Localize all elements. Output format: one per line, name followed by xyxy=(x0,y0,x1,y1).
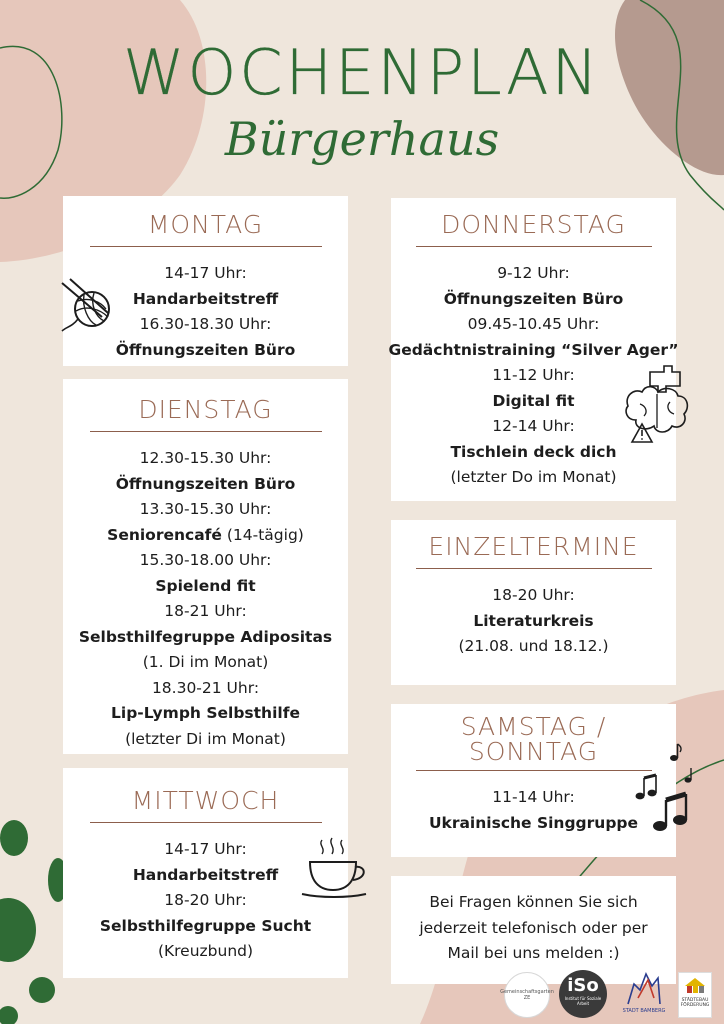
mittwoch-time-2: 18-20 Uhr: xyxy=(164,891,247,909)
dienstag-event-2-note: (14-tägig) xyxy=(221,525,304,544)
coffee-cup-icon xyxy=(300,836,372,900)
wochenende-time-1: 11-14 Uhr: xyxy=(492,788,575,806)
brain-puzzle-icon xyxy=(622,362,692,444)
dienstag-event-2-row xyxy=(63,523,348,549)
logo-1-text: Gemeinschaftsgarten ZE xyxy=(500,989,554,1001)
dienstag-note-5: (letzter Di im Monat) xyxy=(125,729,286,748)
logo-staedtebau xyxy=(678,972,712,1018)
montag-time-2: 16.30-18.30 Uhr: xyxy=(139,315,272,333)
divider xyxy=(416,770,652,771)
logo-2-sub: Institut für Soziale Arbeit xyxy=(564,996,602,1006)
donnerstag-event-3: Digital fit xyxy=(492,391,575,410)
page-subtitle: Bürgerhaus xyxy=(224,112,500,166)
heading-mittwoch: MITTWOCH xyxy=(131,786,280,815)
donnerstag-event-2: Gedächtnistraining “Silver Ager” xyxy=(388,340,679,359)
green-blob-3 xyxy=(0,898,36,962)
info-line-1: Bei Fragen können Sie sich xyxy=(429,893,638,911)
card-donnerstag xyxy=(388,198,679,501)
yarn-ball-icon xyxy=(58,277,120,337)
green-blob-5 xyxy=(0,1006,18,1024)
dienstag-event-2: Seniorencafé xyxy=(107,525,222,544)
dienstag-event-3: Spielend fit xyxy=(155,576,256,595)
card-dienstag xyxy=(63,379,348,754)
donnerstag-time-4: 12-14 Uhr: xyxy=(492,417,575,435)
donnerstag-event-1: Öffnungszeiten Büro xyxy=(443,289,624,308)
logo-3-text: STADT BAMBERG xyxy=(622,1008,666,1014)
logo-iso xyxy=(559,970,607,1018)
donnerstag-time-1: 9-12 Uhr: xyxy=(497,264,570,282)
dienstag-time-4: 18-21 Uhr: xyxy=(164,602,247,620)
divider xyxy=(90,822,322,823)
logo-stadt-bamberg xyxy=(618,968,670,1018)
heading-donnerstag: DONNERSTAG xyxy=(441,210,626,239)
divider xyxy=(90,246,322,247)
divider xyxy=(90,431,322,432)
wochenende-event-1: Ukrainische Singgruppe xyxy=(428,813,639,832)
dienstag-time-1: 12.30-15.30 Uhr: xyxy=(139,449,272,467)
info-line-2: jederzeit telefonisch oder per xyxy=(419,918,648,937)
mittwoch-note-2: (Kreuzbund) xyxy=(157,942,254,960)
donnerstag-note-4: (letzter Do im Monat) xyxy=(450,468,617,486)
dienstag-event-5: Lip-Lymph Selbsthilfe xyxy=(111,704,300,722)
green-blob-1 xyxy=(0,820,28,856)
mittwoch-event-1: Handarbeitstreff xyxy=(132,865,279,884)
mittwoch-time-1: 14-17 Uhr: xyxy=(164,840,247,858)
donnerstag-time-3: 11-12 Uhr: xyxy=(492,366,575,384)
logo-2-main: iSo xyxy=(567,975,599,996)
logo-gemeinschaftsgarten xyxy=(500,972,554,1018)
donnerstag-time-2: 09.45-10.45 Uhr: xyxy=(467,315,600,333)
dienstag-event-1: Öffnungszeiten Büro xyxy=(115,474,296,493)
einzeltermine-note-1: (21.08. und 18.12.) xyxy=(458,637,609,655)
einzeltermine-time-1: 18-20 Uhr: xyxy=(492,586,575,604)
divider xyxy=(416,246,652,247)
music-notes-icon xyxy=(632,742,702,834)
heading-einzeltermine: EINZELTERMINE xyxy=(428,532,639,561)
dienstag-note-4: (1. Di im Monat) xyxy=(142,653,269,671)
donnerstag-event-4: Tischlein deck dich xyxy=(450,442,617,461)
heading-montag: MONTAG xyxy=(147,210,264,239)
dienstag-time-3: 15.30-18.00 Uhr: xyxy=(139,551,272,569)
montag-event-1: Handarbeitstreff xyxy=(132,289,279,308)
dienstag-time-2: 13.30-15.30 Uhr: xyxy=(139,500,272,518)
mittwoch-event-2: Selbsthilfegruppe Sucht xyxy=(99,916,312,935)
bamberg-rider-icon xyxy=(624,968,664,1006)
logo-4-text: STÄDTEBAU FÖRDERUNG xyxy=(680,998,710,1008)
heading-samstag: SAMSTAG / xyxy=(460,712,607,741)
dienstag-time-5: 18.30-21 Uhr: xyxy=(151,678,260,697)
montag-time-1: 14-17 Uhr: xyxy=(164,264,247,282)
house-icon xyxy=(683,976,707,994)
green-blob-4 xyxy=(29,977,55,1003)
divider xyxy=(416,568,652,569)
heading-dienstag: DIENSTAG xyxy=(138,395,273,424)
einzeltermine-event-1: Literaturkreis xyxy=(473,611,594,630)
heading-sonntag: SONNTAG xyxy=(468,737,599,766)
dienstag-event-4: Selbsthilfegruppe Adipositas xyxy=(78,627,333,646)
info-line-3: Mail bei uns melden :) xyxy=(447,944,620,962)
card-einzeltermine xyxy=(391,520,676,685)
montag-event-2: Öffnungszeiten Büro xyxy=(115,340,296,359)
page-title: WOCHENPLAN xyxy=(123,36,601,109)
